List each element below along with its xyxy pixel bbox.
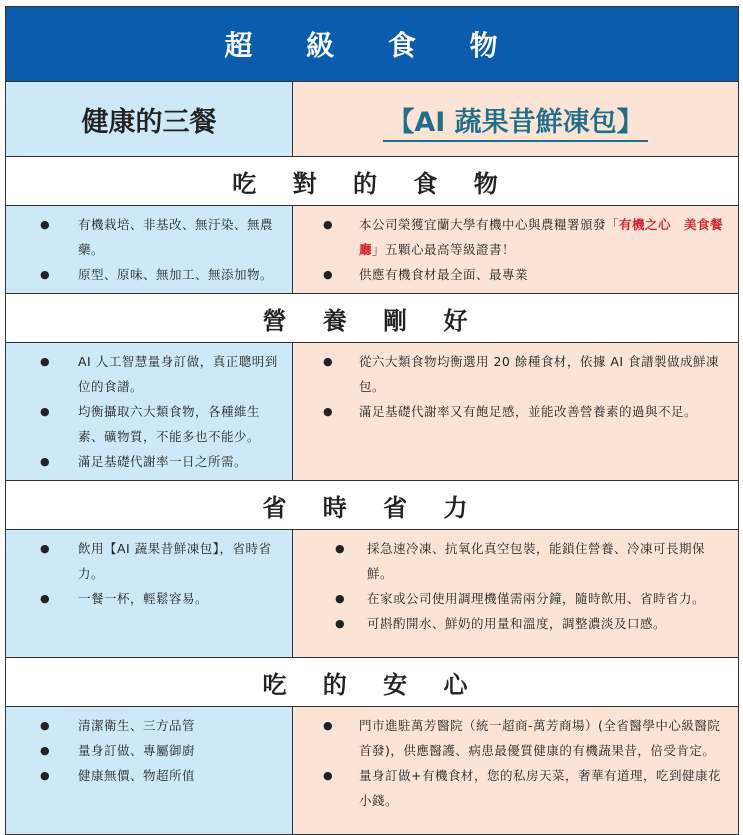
section-left-cell [6,343,293,481]
list-item: ● 均衡攝取六大類食物，各種維生素、礦物質，不能多也不能少。 [6,399,282,449]
bullet-list [293,343,738,430]
bullet-list [6,530,292,617]
bullet-list [6,343,292,480]
section-heading: 省 時 省 力 [6,481,739,530]
list-item: ● 量身訂做+有機食材，您的私房天菜，奢華有道理，吃到健康花小錢。 [293,763,728,813]
list-item: ● 在家或公司使用調理機僅需兩分鐘，隨時飲用、省時省力。 [293,586,728,611]
list-item: ● 滿足基礎代謝率一日之所需。 [6,449,282,474]
list-item: ● 清潔衛生、三方品管 [6,713,282,738]
certificate-text-post: 」五顆心最高等級證書！ [372,242,516,257]
certificate-highlight: 有機之心 美食餐廳 [359,217,724,257]
section-heading: 吃 的 安 心 [6,658,739,707]
section-right-cell [293,343,739,481]
list-item: ● 原型、原味、無加工、無添加物。 [6,262,282,287]
list-item [293,212,728,262]
section-heading: 營 養 剛 好 [6,294,739,343]
list-item: ● AI 人工智慧量身訂做，真正聰明到位的食譜。 [6,349,282,399]
list-item: ● 有機栽培、非基改、無汙染、無農藥。 [6,212,282,262]
list-item: ● 飲用【AI 蔬果昔鮮凍包】，省時省力。 [6,536,282,586]
list-item: ● 從六大類食物均衡選用 20 餘種食材，依據 AI 食譜製做成鮮凍包。 [293,349,728,399]
section-left-cell [6,707,293,835]
bullet-list [6,707,292,794]
page-title: 超 級 食 物 [6,7,739,82]
list-item: ● 可斟酌開水、鮮奶的用量和溫度，調整濃淡及口感。 [293,611,728,636]
list-item: ● 量身訂做、專屬御廚 [6,738,282,763]
bullet-list [293,206,738,293]
section-right-cell [293,707,739,835]
subheader-right-cell [293,82,739,157]
product-name: 【AI 蔬果昔鮮凍包】 [383,107,647,142]
certificate-text-pre: 本公司榮獲宜蘭大學有機中心與農糧署頒發「 [359,217,620,232]
bullet-list [293,707,738,819]
bullet-list [6,206,292,293]
list-item: ● 滿足基礎代謝率又有飽足感，並能改善營養素的過與不足。 [293,399,728,424]
section-right-cell [293,530,739,658]
section-heading: 吃 對 的 食 物 [6,157,739,206]
list-item: ● 供應有機食材最全面、最專業 [293,262,728,287]
list-item: ● 採急速冷凍、抗氧化真空包裝，能鎖住營養、冷凍可長期保鮮。 [293,536,728,586]
section-left-cell [6,530,293,658]
superfood-table [5,6,739,835]
list-item: ● 一餐一杯，輕鬆容易。 [6,586,282,611]
section-right-cell [293,206,739,294]
list-item: ● 健康無價、物超所值 [6,763,282,788]
section-left-cell [6,206,293,294]
list-item: ● 門市進駐萬芳醫院（統一超商-萬芳商場）(全省醫學中心級醫院首發)，供應醫護、病患最優質健康的有機蔬果昔，倍受肯定。 [293,713,728,763]
subheader-left: 健康的三餐 [6,82,293,157]
bullet-list [293,530,738,642]
